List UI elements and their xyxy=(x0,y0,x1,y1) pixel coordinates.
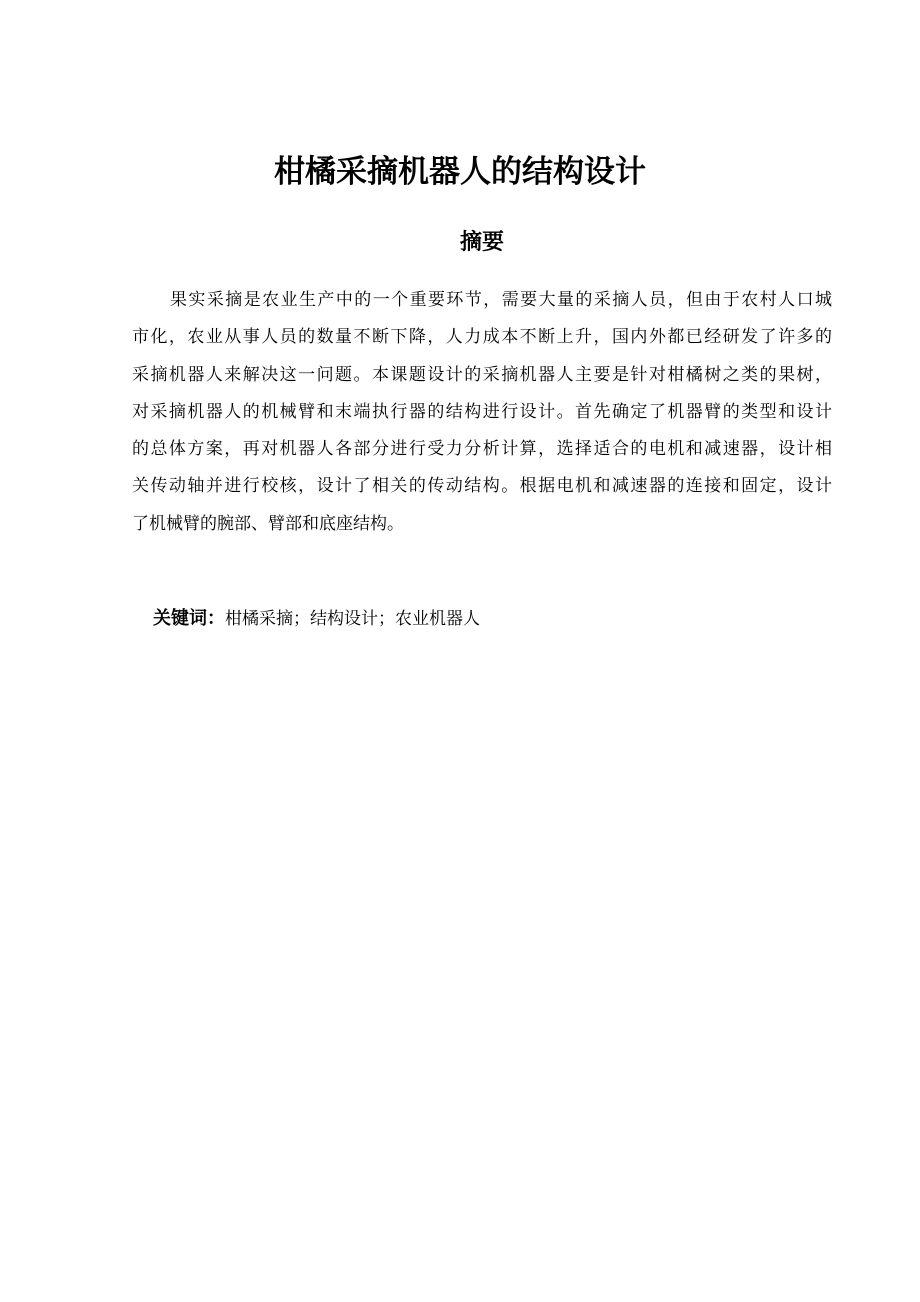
abstract-paragraph xyxy=(132,282,832,543)
abstract-line: 果实采摘是农业生产中的一个重要环节，需要大量的采摘人员，但由于农村人口城 xyxy=(170,290,832,310)
abstract-line: 了机械臂的腕部、臂部和底座结构。 xyxy=(132,513,404,534)
abstract-line: 市化，农业从事人员的数量不断下降，人力成本不断上升，国内外都已经研发了许多的 xyxy=(132,327,832,348)
keywords-row xyxy=(153,604,480,634)
abstract-line: 关传动轴并进行校核，设计了相关的传动结构。根据电机和减速器的连接和固定，设计 xyxy=(132,476,832,497)
abstract-line: 采摘机器人来解决这一问题。本课题设计的采摘机器人主要是针对柑橘树之类的果树， xyxy=(132,364,832,385)
keywords-label: 关键词： xyxy=(153,608,225,629)
abstract-line: 对采摘机器人的机械臂和末端执行器的结构进行设计。首先确定了机器臂的类型和设计 xyxy=(132,401,832,422)
abstract-heading: 摘要 xyxy=(459,230,504,255)
keywords-text: 柑橘采摘；结构设计；农业机器人 xyxy=(225,609,480,629)
document-title: 柑橘采摘机器人的结构设计 xyxy=(274,154,646,190)
abstract-line: 的总体方案，再对机器人各部分进行受力分析计算，选择适合的电机和减速器，设计相 xyxy=(132,439,832,460)
